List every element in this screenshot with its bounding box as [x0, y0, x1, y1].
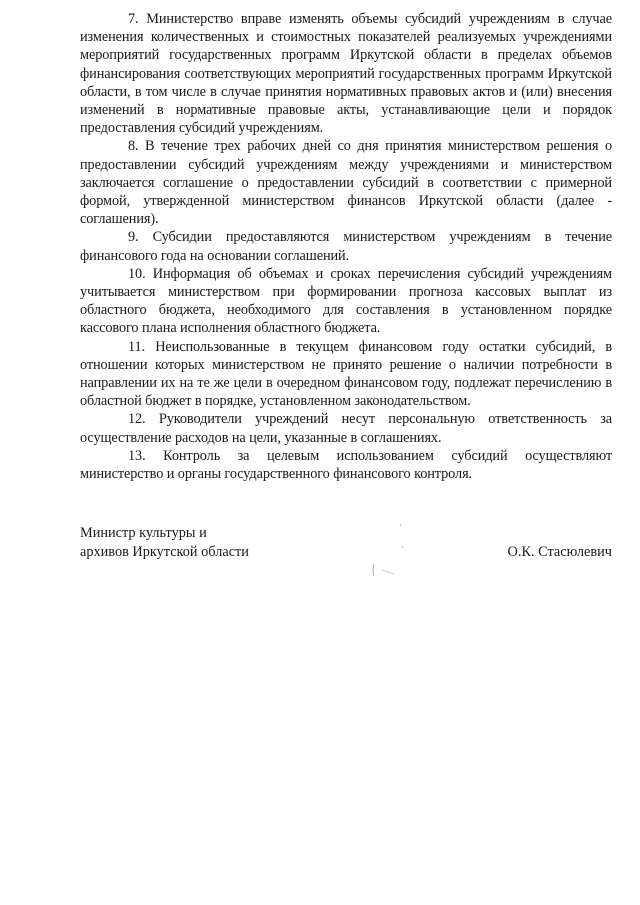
paragraph-7: 7. Министерство вправе изменять объемы субсидий учреждениям в случае изменения количественных и стоимостных показателей реализуемых учреждениями мероприятий государственных программ Иркутской области в пределах объемов финансирования соответствующих мероприятий государственных программ Иркутской области, в том числе в случае принятия нормативных правовых актов и (или) внесения изменений в нормативные правовые акты, устанавливающие цели и порядок предоставления субсидий учреждениям.: [80, 11, 612, 137]
signatory-position-line-2: архивов Иркутской области: [80, 544, 249, 560]
paragraph-9: 9. Субсидии предоставляются министерством учреждениям в течение финансового года на основании соглашений.: [80, 229, 612, 264]
paragraph-8: 8. В течение трех рабочих дней со дня принятия министерством решения о предоставлении субсидий учреждениям между учреждениями и министерством заключается соглашение о предоставлении субсидий в соответствии с примерной формой, утвержденной министерством финансов Иркутской области (далее - соглашения).: [80, 138, 612, 228]
paragraph-11: 11. Неиспользованные в текущем финансовом году остатки субсидий, в отношении которых министерством не принято решение о наличии потребности в направлении их на те же цели в очередном финансовом году, подлежат перечислению в областной бюджет в порядке, установленном законодательством.: [80, 338, 612, 410]
document-body: [80, 10, 612, 483]
handwritten-signature: [362, 520, 422, 590]
signatory-position: [80, 524, 249, 562]
paragraph-12: 12. Руководители учреждений несут персональную ответственность за осуществление расходов на цели, указанные в соглашениях.: [80, 411, 612, 446]
signatory-name: О.К. Стасюлевич: [507, 544, 612, 560]
signatory-position-line-1: Министр культуры и: [80, 525, 207, 541]
paragraph-13: 13. Контроль за целевым использованием субсидий осуществляют министерство и органы государственного финансового контроля.: [80, 447, 612, 483]
paragraph-10: 10. Информация об объемах и сроках перечисления субсидий учреждениям учитывается министерством при формировании прогноза кассовых выплат из областного бюджета, необходимого для составления в установленном порядке кассового плана исполнения областного бюджета.: [80, 265, 612, 337]
